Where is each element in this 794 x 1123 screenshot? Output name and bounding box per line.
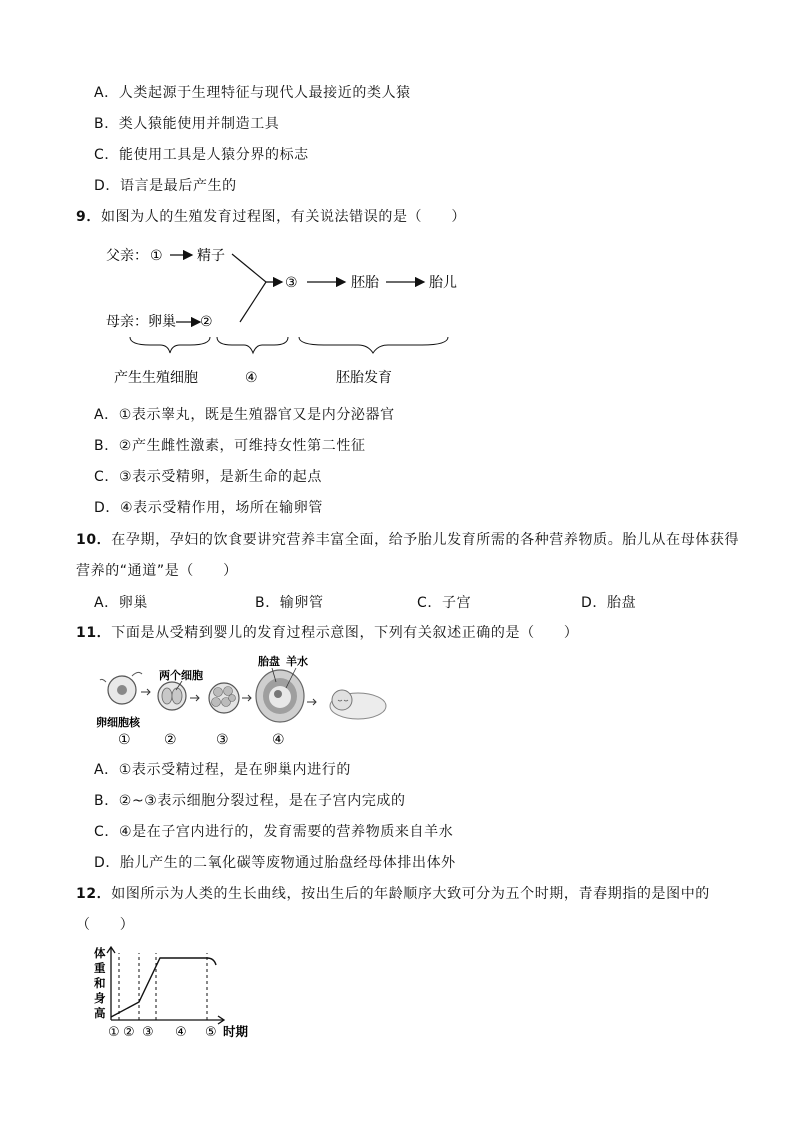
q12-number: 12． <box>76 886 112 902</box>
q9-reproduction-diagram <box>96 236 476 390</box>
q10-stem <box>76 529 739 549</box>
q9-stem <box>76 206 466 226</box>
label-two-cells: 两个细胞 <box>159 669 203 682</box>
brace-embryo-development <box>299 337 448 353</box>
y-label-char-1: 体 <box>94 946 106 960</box>
diagram-circle-2: ② <box>200 314 213 330</box>
y-label-char-2: 重 <box>94 961 106 975</box>
diagram-father: 父亲： <box>106 248 148 264</box>
brace-germ-cells <box>130 337 210 353</box>
baby-image <box>330 690 386 719</box>
fertilization-branch <box>232 254 266 322</box>
q11-option-b: B．②~③表示细胞分裂过程，是在子宫内完成的 <box>94 793 406 809</box>
tick-2: ② <box>123 1025 135 1040</box>
tick-1: ① <box>108 1025 120 1040</box>
q8-option-b: B．类人猿能使用并制造工具 <box>94 116 280 132</box>
figure-num-4: ④ <box>272 732 285 748</box>
figure-num-2: ② <box>164 732 177 748</box>
q9-option-d: D．④表示受精作用，场所在输卵管 <box>94 500 323 516</box>
label-germ-cells: 产生生殖细胞 <box>114 370 198 386</box>
q9-option-b: B．②产生雌性激素，可维持女性第二性征 <box>94 438 366 454</box>
label-amniotic-fluid: 羊水 <box>286 655 308 668</box>
arrow-3 <box>242 695 251 701</box>
q8-option-d: D．语言是最后产生的 <box>94 178 237 194</box>
arrow-2 <box>190 695 199 701</box>
morula-image <box>209 683 239 713</box>
figure-num-1: ① <box>118 732 131 748</box>
label-embryo-development: 胚胎发育 <box>336 370 392 386</box>
q11-option-d: D．胎儿产生的二氧化碳等废物通过胎盘经母体排出体外 <box>94 855 456 871</box>
egg-cell-image <box>100 672 142 704</box>
q10-number: 10． <box>76 532 112 548</box>
diagram-ovary: 卵巢 <box>148 314 176 330</box>
q11-stem-text: 下面是从受精到婴儿的发育过程示意图，下列有关叙述正确的是（ ） <box>111 625 579 641</box>
diagram-fetus: 胎儿 <box>429 275 457 291</box>
q12-stem <box>76 883 710 903</box>
q8-option-c: C．能使用工具是人猿分界的标志 <box>94 147 309 163</box>
q11-option-c: C．④是在子宫内进行的，发育需要的营养物质来自羊水 <box>94 824 454 840</box>
q11-number: 11． <box>76 625 112 641</box>
label-circle-4: ④ <box>245 370 258 386</box>
arrow-1 <box>141 689 150 695</box>
q10-option-d: D．胎盘 <box>581 595 637 611</box>
q11-stem <box>76 622 579 642</box>
label-placenta: 胎盘 <box>258 655 280 668</box>
q9-option-a: A．①表示睾丸，既是生殖器官又是内分泌器官 <box>94 407 395 423</box>
q8-option-a: A．人类起源于生理特征与现代人最接近的类人猿 <box>94 85 411 101</box>
q9-option-c: C．③表示受精卵，是新生命的起点 <box>94 469 322 485</box>
diagram-circle-1: ① <box>150 248 163 264</box>
growth-curve <box>111 958 216 1017</box>
q11-option-a: A．①表示受精过程，是在卵巢内进行的 <box>94 762 351 778</box>
q12-stem-text-2: （ ） <box>76 917 135 933</box>
uterus-fetus-image <box>256 670 304 722</box>
two-cell-image <box>158 682 186 710</box>
q10-stem-text-1: 在孕期，孕妇的饮食要讲究营养丰富全面，给予胎儿发育所需的各种营养物质。胎儿从在母体获得 <box>111 532 740 548</box>
diagram-mother: 母亲： <box>106 314 148 330</box>
q11-development-figure <box>92 652 392 748</box>
tick-3: ③ <box>142 1025 154 1040</box>
x-label: 时期 <box>223 1024 249 1039</box>
q10-option-a: A．卵巢 <box>94 595 148 611</box>
q10-stem-text-2: 营养的“通道”是（ ） <box>76 563 238 579</box>
q12-stem-text-1: 如图所示为人类的生长曲线，按出生后的年龄顺序大致可分为五个时期，青春期指的是图中的 <box>111 886 710 902</box>
q10-option-b: B．输卵管 <box>255 595 324 611</box>
brace-fertilization <box>217 337 288 353</box>
diagram-sperm: 精子 <box>197 248 225 264</box>
q12-growth-chart <box>90 944 260 1040</box>
q10-option-c: C．子宫 <box>417 595 472 611</box>
label-egg-nucleus: 卵细胞核 <box>96 716 140 729</box>
tick-4: ④ <box>175 1025 187 1040</box>
tick-5: ⑤ <box>205 1025 217 1040</box>
diagram-embryo: 胚胎 <box>351 275 379 291</box>
arrow-4 <box>307 699 316 705</box>
diagram-circle-3: ③ <box>285 275 298 291</box>
y-label-char-4: 身 <box>94 991 106 1005</box>
y-label-char-5: 高 <box>94 1006 106 1020</box>
y-label-char-3: 和 <box>94 976 106 990</box>
q9-number: 9． <box>76 209 101 225</box>
q9-stem-text: 如图为人的生殖发育过程图，有关说法错误的是（ ） <box>100 209 466 225</box>
figure-num-3: ③ <box>216 732 229 748</box>
